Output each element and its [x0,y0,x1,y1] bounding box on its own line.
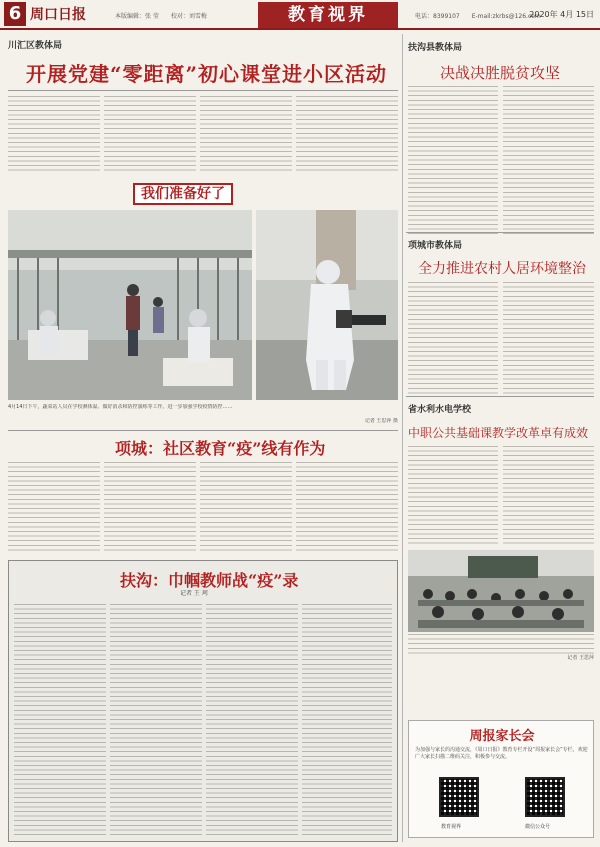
right-photo-credit: 记者 王思萍 [567,655,594,661]
right3-column-1 [408,446,498,544]
column-separator [402,34,403,842]
contact-info: 电话：8399107 E-mail:zkrbs@126.com [415,13,541,20]
right1-headline: 决战决胜脱贫攻坚 [440,64,561,82]
article1-column-3 [200,96,292,174]
right1-kicker: 扶沟县教体局 [408,43,463,53]
promo-box [408,720,594,838]
page-header [0,0,600,30]
editor-info: 本版编辑：张 莹 校对：刘雪梅 [115,13,207,20]
section-title: 教育视界 [258,2,398,28]
divider [8,430,398,431]
right3-column-2 [503,446,594,544]
article1-column-1 [8,96,100,174]
article3-column-4 [302,604,392,836]
promo-title: 周报家长会 [469,729,535,744]
right1-column-2 [503,86,594,234]
divider [8,90,398,91]
paper-name: 周口日报 [30,7,86,23]
photo-classroom [408,550,594,632]
caption-text-lines [408,634,594,655]
article1-column-4 [296,96,398,174]
article2-column-1 [8,462,100,554]
article1-column-2 [104,96,196,174]
right3-kicker: 省水利水电学校 [408,405,472,415]
article3-column-2 [110,604,202,836]
right3-headline: 中职公共基础课教学改革卓有成效 [408,426,589,440]
article2-column-2 [104,462,196,554]
article3-headline: 扶沟：巾帼教师战“疫”录 [120,571,299,590]
right2-column-1 [408,282,498,394]
photo-credit: 记者 王思萍 摄 [364,418,398,424]
article1-kicker: 川汇区教体局 [8,41,63,51]
qr-code[interactable] [525,777,565,817]
page-number: 6 [4,2,26,26]
photo-caption: 4月14日下午，蔬菜站人员在学校测体温、做好消杀和防控演练等工作。进一步加强学校疫情防控…… [8,404,233,410]
photo-school-gate [8,210,252,400]
right2-column-2 [503,282,594,394]
qr-label: 教育视界 [441,824,462,830]
divider [406,232,594,233]
right2-headline: 全力推进农村人居环境整治 [418,261,586,277]
divider [406,396,594,397]
photo-disinfection [256,210,398,400]
article3-column-1 [14,604,106,836]
article3-column-3 [206,604,298,836]
issue-date: 2020年 4月 15日 [529,10,594,19]
article1-headline: 开展党建“零距离”初心课堂进小区活动 [26,62,388,86]
article3-byline: 记者 王 珂 [180,590,208,597]
right2-kicker: 项城市教体局 [408,241,463,251]
article2-column-3 [200,462,292,554]
qr-code[interactable] [439,777,479,817]
right1-column-1 [408,86,498,234]
article2-column-4 [296,462,398,554]
ready-banner: 我们准备好了 [133,183,233,205]
right-photo-caption [408,634,594,662]
promo-text: 为加强与家长的沟通交流，《周口日报》教育专栏开设“周报家长会”专栏，欢迎广大家长扫描二维码关注，积极参与交流。 [415,747,588,760]
article2-headline: 项城：社区教育“疫”线有作为 [115,439,326,458]
qr-label: 微信公众号 [525,824,551,830]
